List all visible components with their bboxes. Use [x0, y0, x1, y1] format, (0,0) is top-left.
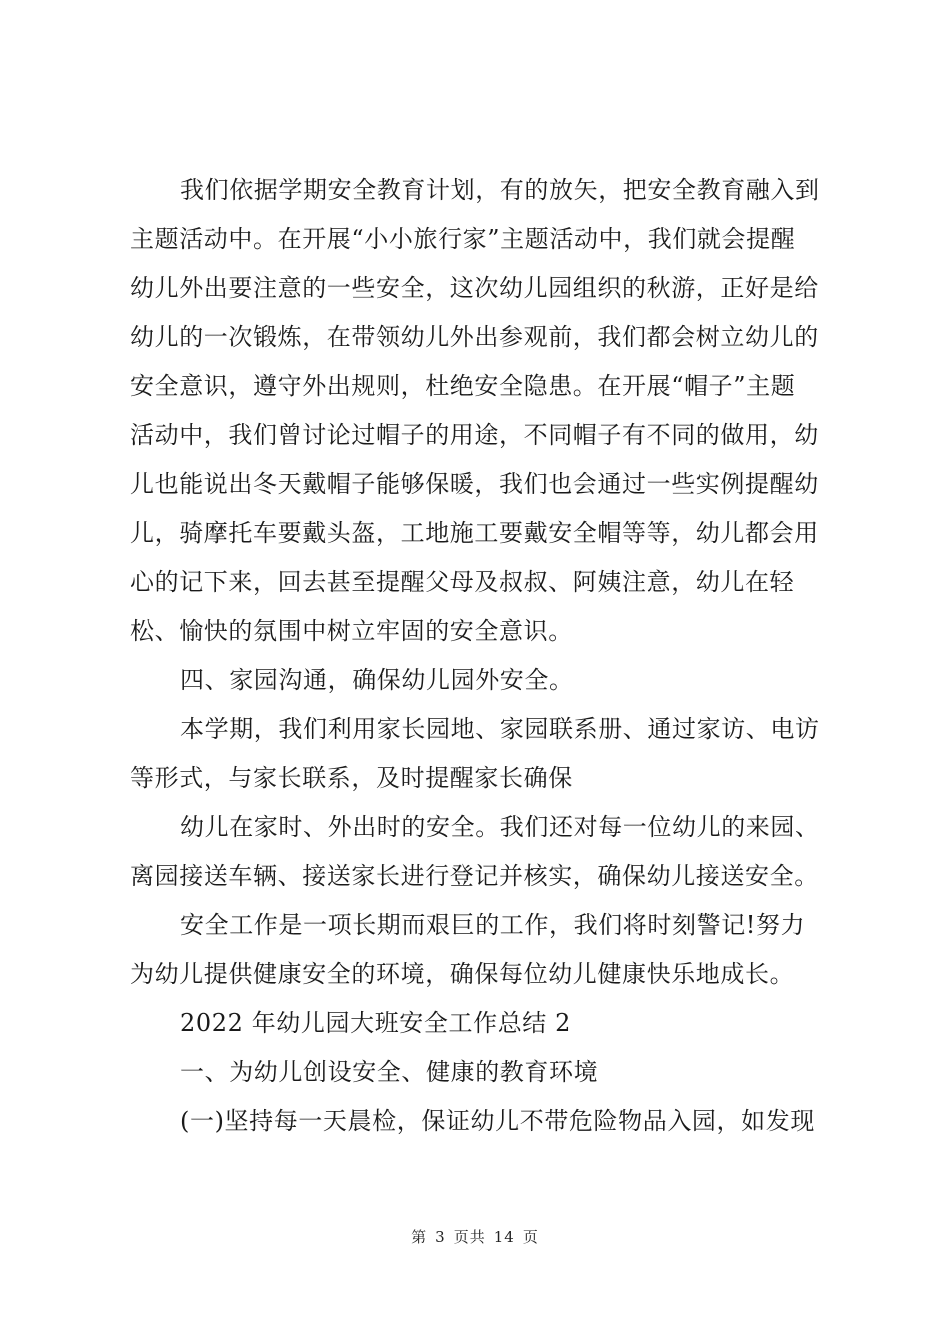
text-line: 主题活动中。在开展“小小旅行家”主题活动中，我们就会提醒	[130, 225, 796, 253]
text-line: 幼儿外出要注意的一些安全，这次幼儿园组织的秋游，正好是给	[130, 274, 819, 302]
section-heading: 一、为幼儿创设安全、健康的教育环境	[180, 1058, 599, 1086]
page-footer	[0, 1226, 950, 1247]
text-line: 等形式，与家长联系，及时提醒家长确保	[130, 764, 573, 792]
footer-middle: 页共	[453, 1228, 486, 1246]
text-line: 儿，骑摩托车要戴头盔，工地施工要戴安全帽等等，幼儿都会用	[130, 519, 819, 547]
text-line: 本学期，我们利用家长园地、家园联系册、通过家访、电访	[180, 715, 820, 743]
text-line: 松、愉快的氛围中树立牢固的安全意识。	[130, 617, 573, 645]
text-line: 为幼儿提供健康安全的环境，确保每位幼儿健康快乐地成长。	[130, 960, 795, 988]
section-heading: 四、家园沟通，确保幼儿园外安全。	[180, 666, 574, 694]
body-text	[130, 166, 850, 1146]
text-line: 我们依据学期安全教育计划，有的放矢，把安全教育融入到	[180, 176, 820, 204]
text-line: 幼儿的一次锻炼，在带领幼儿外出参观前，我们都会树立幼儿的	[130, 323, 819, 351]
text-line: 心的记下来，回去甚至提醒父母及叔叔、阿姨注意，幼儿在轻	[130, 568, 795, 596]
text-line: 安全意识，遵守外出规则，杜绝安全隐患。在开展“帽子”主题	[130, 372, 796, 400]
footer-suffix: 页	[522, 1228, 539, 1246]
text-line: 活动中，我们曾讨论过帽子的用途，不同帽子有不同的做用，幼	[130, 421, 819, 449]
text-line: 安全工作是一项长期而艰巨的工作，我们将时刻警记!努力	[180, 911, 806, 939]
footer-total-pages: 14	[493, 1228, 515, 1246]
text-line: 离园接送车辆、接送家长进行登记并核实，确保幼儿接送安全。	[130, 862, 819, 890]
document-subtitle: 2022 年幼儿园大班安全工作总结 2	[180, 1009, 572, 1037]
footer-prefix: 第	[411, 1228, 428, 1246]
text-line: 幼儿在家时、外出时的安全。我们还对每一位幼儿的来园、	[180, 813, 820, 841]
text-line: (一)坚持每一天晨检，保证幼儿不带危险物品入园，如发现	[180, 1107, 815, 1135]
text-line: 儿也能说出冬天戴帽子能够保暖，我们也会通过一些实例提醒幼	[130, 470, 819, 498]
footer-current-page: 3	[435, 1228, 446, 1246]
